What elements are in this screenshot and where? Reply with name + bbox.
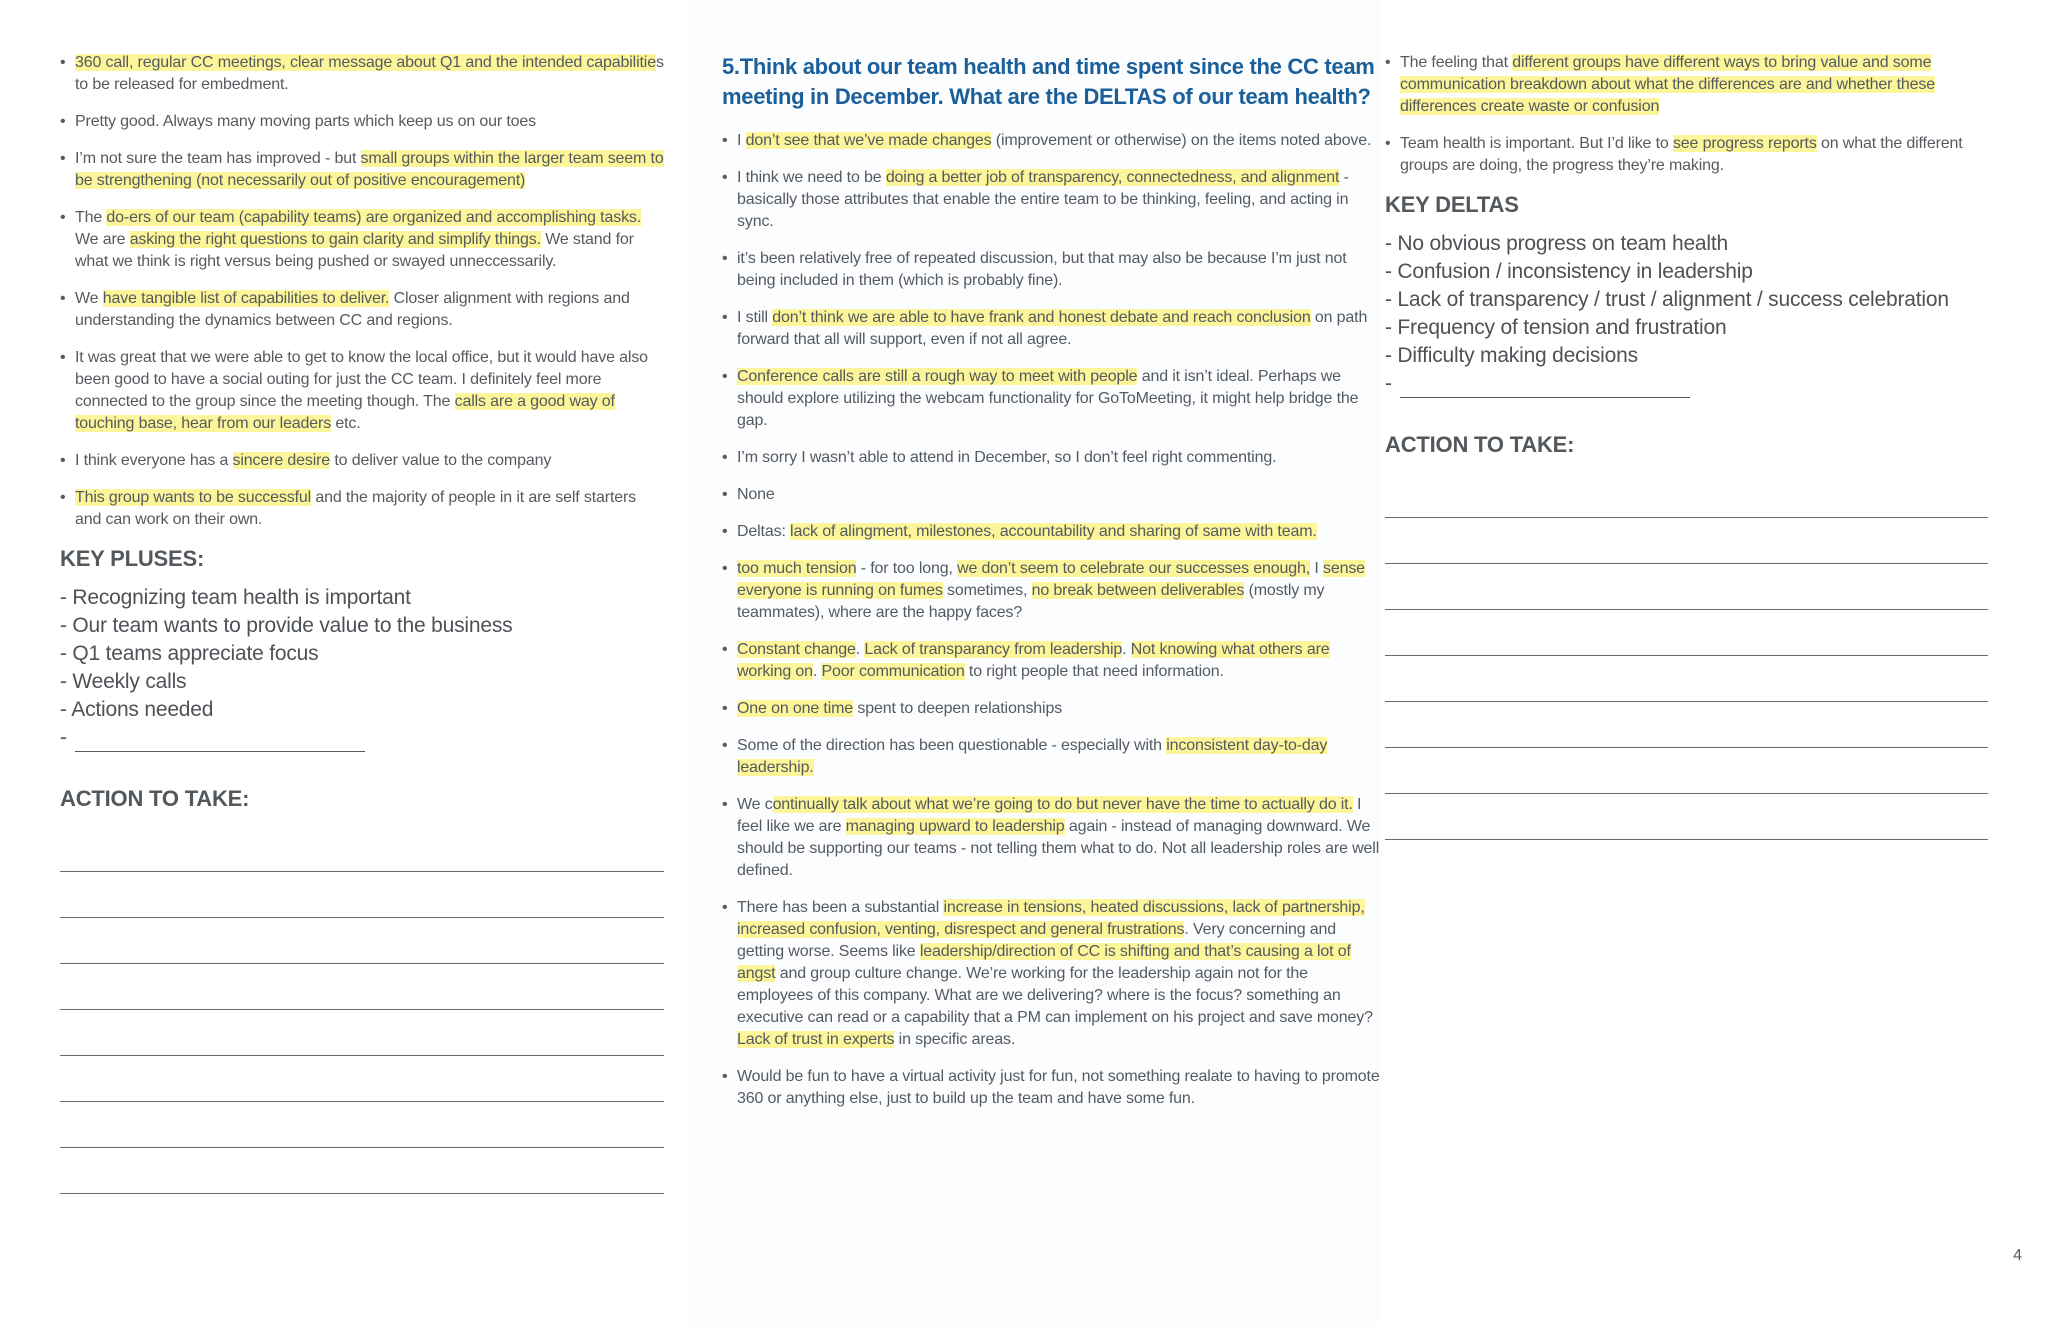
- highlighted-text: One on one time: [737, 700, 854, 717]
- comment-text: in specific areas.: [894, 1031, 1016, 1048]
- highlighted-text: Lack of trust in experts: [737, 1031, 895, 1048]
- comment-item: [722, 366, 1380, 432]
- highlighted-text: managing upward to leadership: [845, 818, 1065, 835]
- highlighted-text: small groups within the larger team seem to be strengthening (not necessarily out of positive encouragement): [75, 150, 664, 189]
- comment-text: It was great that we were able to get to know the local office, but it would have also been good to have a social outing for just the CC team. I definitely feel more connected to the group since the meeting though. The: [75, 349, 648, 410]
- comment-text: We: [75, 290, 103, 307]
- comment-text: (improvement or otherwise) on the items noted above.: [991, 132, 1372, 149]
- key-item-text: - Frequency of tension and frustration: [1385, 316, 1727, 339]
- key-item: [1385, 286, 1988, 314]
- comment-text: to right people that need information.: [964, 663, 1224, 680]
- comment-text: There has been a substantial: [737, 899, 944, 916]
- highlighted-text: sense everyone is running on fumes: [737, 560, 1365, 599]
- key-item: [1385, 342, 1988, 370]
- comment-text: again - instead of managing downward. We should be supporting our teams - not telling them what to do. Not all leadership roles are well defined.: [737, 818, 1380, 879]
- middle-column: [690, 0, 1380, 1325]
- key-item: [60, 640, 664, 668]
- highlighted-text: calls are a good way of touching base, hear from our leaders: [75, 393, 615, 432]
- highlighted-text: we don’t seem to celebrate our successes enough,: [957, 560, 1311, 577]
- key-item-text: - Our team wants to provide value to the business: [60, 614, 513, 637]
- highlighted-text: ontinually talk about what we’re going to do but never have the time to actually do it.: [772, 796, 1353, 813]
- writing-line: [60, 1056, 664, 1102]
- question-heading: 5.Think about our team health and time spent since the CC team meeting in December. What are the DELTAS of our team health?: [722, 54, 1375, 109]
- comment-item: [722, 639, 1380, 683]
- writing-line: [1385, 656, 1988, 702]
- key-item-text: -: [1385, 372, 1392, 395]
- highlighted-text: don’t think we are able to have frank and honest debate and reach conclusion: [772, 309, 1311, 326]
- comment-text: . Very concerning and getting worse. Seems like: [737, 921, 1337, 960]
- comment-item: [722, 307, 1380, 351]
- key-deltas-list: [1385, 230, 1988, 398]
- comment-item: [60, 288, 664, 332]
- key-item-text: - Weekly calls: [60, 670, 187, 693]
- writing-line: [60, 1010, 664, 1056]
- action-to-take-title: ACTION TO TAKE:: [1385, 432, 1575, 457]
- comment-text: Some of the direction has been questionable - especially with: [737, 737, 1167, 754]
- key-pluses-title: KEY PLUSES:: [60, 546, 205, 571]
- comment-item: [722, 447, 1380, 469]
- comment-text: We are: [75, 231, 130, 248]
- highlighted-text: too much tension: [737, 560, 857, 577]
- highlighted-text: see progress reports: [1672, 135, 1817, 152]
- comment-item: [1385, 133, 1988, 177]
- comment-text: on what the different groups are doing, the progress they’re making.: [1400, 135, 1963, 174]
- comment-text: it’s been relatively free of repeated discussion, but that may also be because I’m just not being included in them (which is probably fine).: [737, 250, 1347, 289]
- key-item-text: - Actions needed: [60, 698, 214, 721]
- comment-item: [722, 735, 1380, 779]
- comment-text: We c: [737, 796, 773, 813]
- writing-line: [1385, 472, 1988, 518]
- highlighted-text: Lack of transparancy from leadership: [864, 641, 1123, 658]
- comment-text: to deliver value to the company: [330, 452, 552, 469]
- comment-text: I’m not sure the team has improved - but: [75, 150, 361, 167]
- comment-item: [722, 698, 1380, 720]
- comment-text: I feel like we are: [737, 796, 1362, 835]
- key-item: [60, 668, 664, 696]
- action-writing-lines: [60, 826, 664, 1194]
- key-item: [1385, 370, 1988, 398]
- key-item-text: -: [60, 726, 67, 749]
- comment-item: [722, 521, 1380, 543]
- comment-item: [722, 897, 1380, 1051]
- comment-text: I think we need to be: [737, 169, 886, 186]
- key-item-text: - Recognizing team health is important: [60, 586, 411, 609]
- comment-text: I’m sorry I wasn’t able to attend in December, so I don’t feel right commenting.: [737, 449, 1277, 466]
- comment-text: .: [812, 663, 822, 680]
- comment-text: We stand for what we think is right versus being pushed or swayed unneccessarily.: [75, 231, 634, 270]
- highlighted-text: have tangible list of capabilities to deliver.: [102, 290, 390, 307]
- page-number: 4: [2013, 1247, 2022, 1264]
- comment-text: Pretty good. Always many moving parts which keep us on our toes: [75, 113, 537, 130]
- comment-item: [722, 558, 1380, 624]
- highlighted-text: sincere desire: [232, 452, 331, 469]
- comment-item: [722, 794, 1380, 882]
- highlighted-text: Poor communication: [821, 663, 965, 680]
- blank-fill-line: [75, 731, 365, 752]
- key-item: [1385, 230, 1988, 258]
- comment-item: [722, 248, 1380, 292]
- highlighted-text: do-ers of our team (capability teams) are organized and accomplishing tasks.: [106, 209, 642, 226]
- writing-line: [60, 964, 664, 1010]
- comment-item: [60, 207, 664, 273]
- comment-item: [722, 484, 1380, 506]
- key-deltas-title: KEY DELTAS: [1385, 192, 1519, 217]
- key-item-text: - No obvious progress on team health: [1385, 232, 1728, 255]
- key-item: [1385, 258, 1988, 286]
- left-column: [60, 52, 664, 1194]
- key-item: [60, 724, 664, 752]
- highlighted-text: lack of alingment, milestones, accountability and sharing of same with team.: [790, 523, 1317, 540]
- comment-text: I still: [737, 309, 773, 326]
- key-item-text: - Difficulty making decisions: [1385, 344, 1638, 367]
- comment-text: .: [855, 641, 865, 658]
- writing-line: [60, 872, 664, 918]
- comment-item: [722, 167, 1380, 233]
- comment-item: [60, 450, 664, 472]
- pluses-comment-list: [60, 52, 664, 531]
- highlighted-text: don’t see that we’ve made changes: [745, 132, 992, 149]
- key-item-text: - Q1 teams appreciate focus: [60, 642, 319, 665]
- comment-text: The feeling that: [1400, 54, 1513, 71]
- comment-item: [1385, 52, 1988, 118]
- comment-text: and the majority of people in it are self starters and can work on their own.: [75, 489, 637, 528]
- writing-line: [60, 1102, 664, 1148]
- highlighted-text: Constant change: [737, 641, 856, 658]
- writing-line: [1385, 518, 1988, 564]
- writing-line: [1385, 610, 1988, 656]
- key-item: [60, 584, 664, 612]
- comment-text: sometimes,: [942, 582, 1032, 599]
- key-pluses-list: [60, 584, 664, 752]
- comment-item: [722, 130, 1380, 152]
- comment-text: spent to deepen relationships: [853, 700, 1063, 717]
- highlighted-text: asking the right questions to gain clarity and simplify things.: [129, 231, 541, 248]
- comment-text: - basically those attributes that enable the entire team to be thinking, feeling, and acting in sync.: [737, 169, 1349, 230]
- writing-line: [60, 826, 664, 872]
- comment-text: The: [75, 209, 107, 226]
- comment-text: I: [737, 132, 746, 149]
- writing-line: [1385, 794, 1988, 840]
- comment-text: I think everyone has a: [75, 452, 233, 469]
- comment-text: I: [1310, 560, 1323, 577]
- comment-text: and group culture change. We’re working for the leadership again not for the employees of this company. What are we delivering? where is the focus? something an executive can read or a capability that a PM can implement on his project and save money?: [737, 965, 1373, 1026]
- highlighted-text: increase in tensions, heated discussions, lack of partnership, increased confusion, venting, disrespect and general frustrations: [737, 899, 1365, 938]
- key-item-text: - Lack of transparency / trust / alignment / success celebration: [1385, 288, 1949, 311]
- key-item-text: - Confusion / inconsistency in leadership: [1385, 260, 1753, 283]
- highlighted-text: Conference calls are still a rough way to meet with people: [737, 368, 1138, 385]
- deltas-comment-list: [722, 130, 1380, 1110]
- writing-line: [1385, 748, 1988, 794]
- comment-text: and it isn’t ideal. Perhaps we should explore utilizing the webcam functionality for GoToMeeting, it might help bridge the gap.: [737, 368, 1359, 429]
- highlighted-text: Not knowing what others are working on: [737, 641, 1330, 680]
- comment-text: Closer alignment with regions and understanding the dynamics between CC and regions.: [75, 290, 630, 329]
- comment-text: .: [1122, 641, 1131, 658]
- comment-item: [60, 347, 664, 435]
- highlighted-text: doing a better job of transparency, connectedness, and alignment: [885, 169, 1340, 186]
- comment-item: [60, 111, 664, 133]
- comment-item: [60, 52, 664, 96]
- key-item: [60, 696, 664, 724]
- comment-text: Team health is important. But I’d like to: [1400, 135, 1673, 152]
- comment-item: [60, 148, 664, 192]
- writing-line: [60, 1148, 664, 1194]
- comment-item: [60, 487, 664, 531]
- writing-line: [60, 918, 664, 964]
- comment-text: (mostly my teammates), where are the happy faces?: [737, 582, 1325, 621]
- highlighted-text: This group wants to be successful: [75, 489, 312, 506]
- comment-text: etc.: [331, 415, 361, 432]
- action-to-take-title: ACTION TO TAKE:: [60, 786, 250, 811]
- writing-line: [1385, 564, 1988, 610]
- highlighted-text: leadership/direction of CC is shifting and that’s causing a lot of angst: [737, 943, 1351, 982]
- comment-text: on path forward that all will support, even if not all agree.: [737, 309, 1368, 348]
- right-column: [1385, 52, 1988, 840]
- comment-text: s to be released for embedment.: [75, 54, 664, 93]
- comment-text: - for too long,: [856, 560, 958, 577]
- action-writing-lines: [1385, 472, 1988, 840]
- blank-fill-line: [1400, 377, 1690, 398]
- comment-text: Deltas:: [737, 523, 791, 540]
- key-item: [60, 612, 664, 640]
- writing-line: [1385, 702, 1988, 748]
- deltas-comment-list-continued: [1385, 52, 1988, 177]
- highlighted-text: 360 call, regular CC meetings, clear message about Q1 and the intended capabilitie: [75, 54, 656, 71]
- comment-text: Would be fun to have a virtual activity just for fun, not something realate to having to promote 360 or anything else, just to build up the team and have some fun.: [737, 1068, 1380, 1107]
- highlighted-text: different groups have different ways to bring value and some communication breakdown about what the differences are and whether these differences create waste or confusion: [1400, 54, 1936, 115]
- key-item: [1385, 314, 1988, 342]
- comment-item: [722, 1066, 1380, 1110]
- comment-text: None: [737, 486, 775, 503]
- highlighted-text: no break between deliverables: [1031, 582, 1245, 599]
- highlighted-text: inconsistent day-to-day leadership.: [737, 737, 1328, 776]
